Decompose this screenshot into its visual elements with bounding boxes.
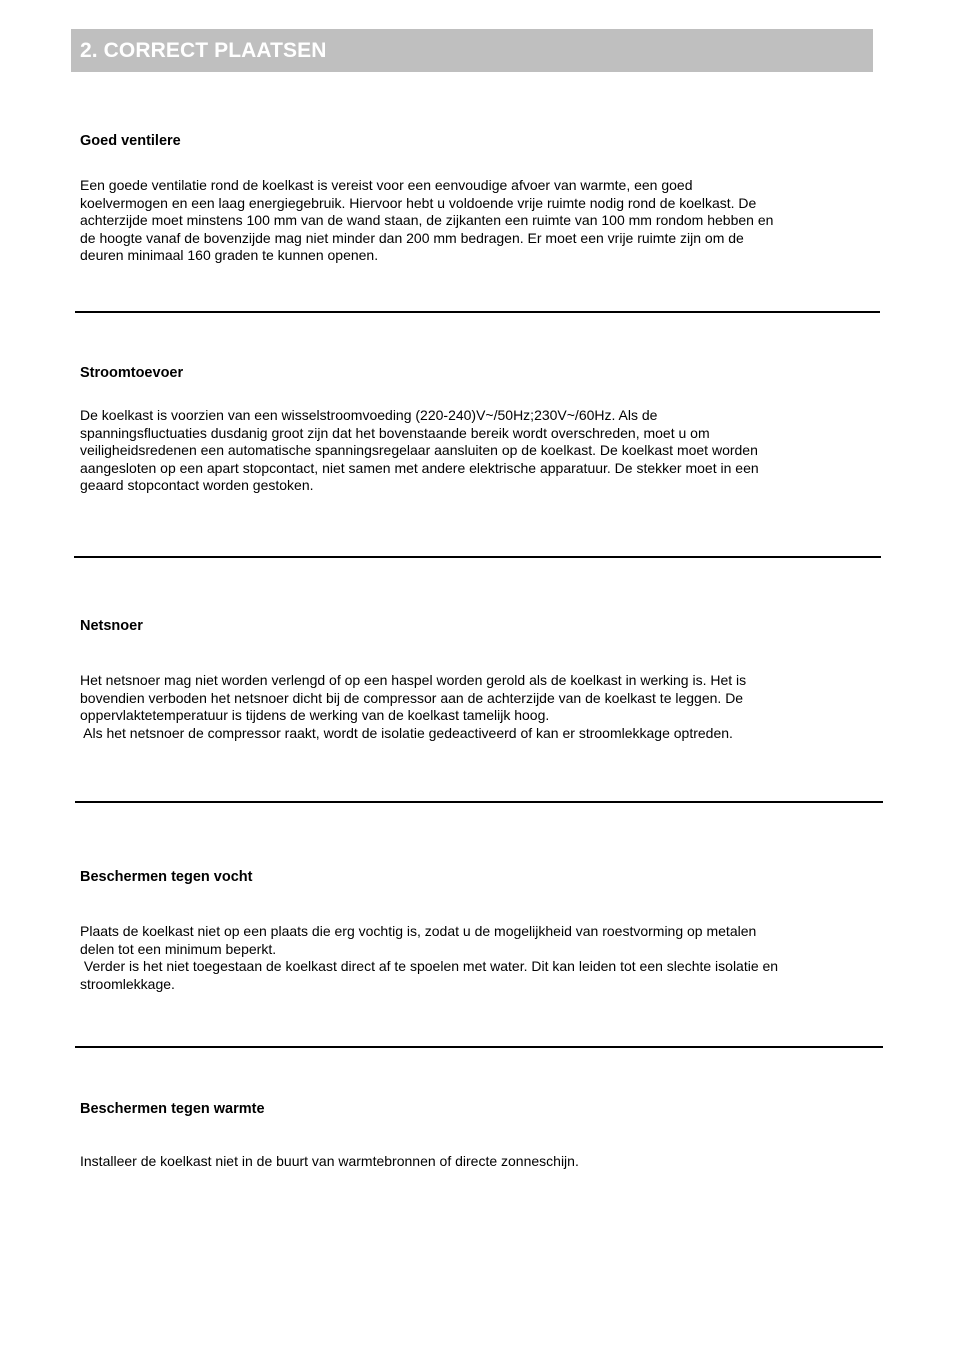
text-line: Plaats de koelkast niet op een plaats die erg vochtig is, zodat u de mogelijkheid van roestvorming op metalen [80, 923, 757, 939]
page-title: 2. CORRECT PLAATSEN [80, 39, 327, 62]
text-line: Het netsnoer mag niet worden verlengd of op een haspel worden gerold als de koelkast in werking is. Het is [80, 672, 747, 688]
section-title-bar [71, 29, 873, 72]
text-line: Verder is het niet toegestaan de koelkast direct af te spoelen met water. Dit kan leiden tot een slechte isolatie en [80, 958, 779, 975]
text-line: aangesloten op een apart stopcontact, niet samen met andere elektrische apparatuur. De stekker moet in een [80, 459, 759, 476]
text-line: de hoogte vanaf de bovenzijde mag niet minder dan 200 mm bedragen. Er moet een vrije ruimte zijn om de [80, 229, 744, 246]
text-line: koelvermogen en een laag energiegebruik. Hiervoor hebt u voldoende vrije ruimte nodig rond de koelkast. De [80, 194, 757, 211]
section-text-ventilation [80, 177, 870, 265]
text-line: spanningsfluctuaties dusdanig groot zijn dat het bovenstaande bereik wordt overschreden, moet u om [80, 424, 710, 441]
section-divider [75, 801, 883, 803]
section-heading-heat: Beschermen tegen warmte [80, 1101, 265, 1117]
section-text-moisture [80, 923, 870, 993]
section-text-power-cord [80, 672, 870, 742]
text-line: De koelkast is voorzien van een wisselstroomvoeding (220-240)V~/50Hz;230V~/60Hz. Als de [80, 407, 658, 423]
text-line: stroomlekkage. [80, 975, 175, 992]
text-line: Als het netsnoer de compressor raakt, wordt de isolatie gedeactiveerd of kan er stroomlekkage optreden. [80, 724, 733, 741]
section-heading-power-cord: Netsnoer [80, 618, 143, 634]
section-heading-moisture: Beschermen tegen vocht [80, 869, 253, 885]
section-text-power-supply [80, 407, 870, 495]
section-divider [75, 311, 880, 313]
section-divider [75, 1046, 883, 1048]
text-line: deuren minimaal 160 graden te kunnen openen. [80, 247, 379, 264]
text-line: geaard stopcontact worden gestoken. [80, 477, 314, 494]
section-heading-power-supply: Stroomtoevoer [80, 365, 184, 381]
section-divider [74, 556, 881, 558]
section-text-heat [80, 1153, 870, 1171]
text-line: Een goede ventilatie rond de koelkast is vereist voor een eenvoudige afvoer van warmte, een goed [80, 177, 693, 193]
text-line: bovendien verboden het netsnoer dicht bij de compressor aan de achterzijde van de koelkast te leggen. De [80, 689, 744, 706]
text-line: oppervlaktetemperatuur is tijdens de werking van de koelkast tamelijk hoog. [80, 707, 550, 724]
text-line: achterzijde moet minstens 100 mm van de wand staan, de zijkanten een ruimte van 100 mm rondom hebben en [80, 212, 774, 229]
text-line: Installeer de koelkast niet in de buurt van warmtebronnen of directe zonneschijn. [80, 1153, 579, 1169]
text-line: delen tot een minimum beperkt. [80, 940, 277, 957]
section-heading-ventilation: Goed ventilere [80, 133, 181, 149]
text-line: veiligheidsredenen een automatische spanningsregelaar aansluiten op de koelkast. De koelkast moet worden [80, 442, 758, 459]
